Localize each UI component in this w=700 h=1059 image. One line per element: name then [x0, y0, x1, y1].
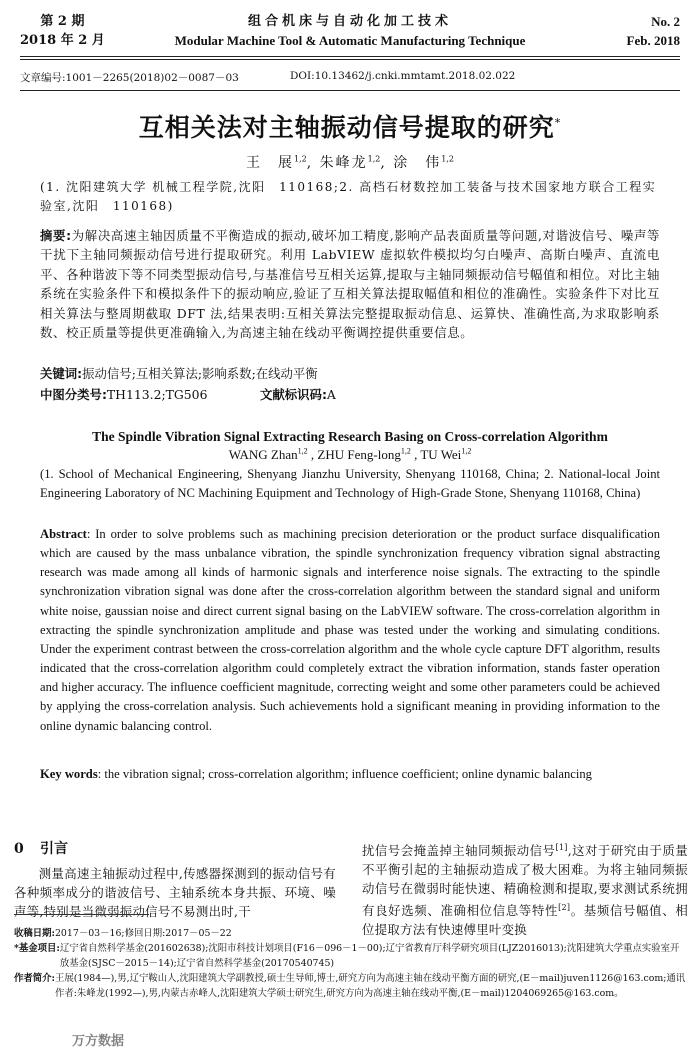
header-issue-cn: [20, 12, 105, 50]
keywords-cn-text: 振动信号;互相关算法;影响系数;在线动平衡: [82, 366, 318, 381]
keywords-cn-label: 关键词:: [40, 366, 83, 381]
abstract-cn: [40, 226, 660, 342]
keywords-en-label: Key words: [40, 767, 98, 781]
body-column-right: [362, 838, 688, 939]
article-number: 文章编号:1001－2265(2018)02－0087－03: [20, 72, 239, 84]
affiliation-en: (1. School of Mechanical Engineering, Shenyang Jianzhu University, Shenyang 110168, China; 2. National-local Joint Engineering Laboratory of NC Machining Equipment and Technology of High-Grade Stone, Shenyang 110168, China): [40, 467, 660, 500]
watermark-logo: 万方数据: [72, 1034, 125, 1049]
doc-code-label: 文献标识码:: [260, 387, 327, 402]
keywords-en: [40, 765, 660, 784]
section-number: 0: [14, 841, 24, 857]
footnote-author-bio: 作者简介: 王展(1984—),男,辽宁鞍山人,沈阳建筑大学副教授,硕士生导师,博士,研究方向为高速主轴在线动平衡方面的研究,(E－mail)juven1126@163.com;通讯作者:朱峰龙(1992—),男,内蒙古赤峰人,沈阳建筑大学硕士研究生,研究方向为高速主轴在线动平衡,(E－mail)1204069265@163.com。: [14, 973, 686, 999]
header-issue-en: [627, 12, 680, 50]
section-title: 引言: [40, 841, 68, 857]
abstract-en: [40, 525, 660, 736]
header-rule: [20, 56, 680, 57]
doc-code-value: A: [326, 387, 336, 402]
date-cn: 2018 年 2 月: [20, 33, 105, 48]
author-cn: 王 展$^{1,2}$,: [245, 154, 314, 171]
header-rule-thin: [20, 59, 680, 60]
keywords-en-text: : the vibration signal; cross-correlation algorithm; influence coefficient; online dynamic balancing: [97, 767, 592, 781]
journal-name-cn: 组合机床与自动化加工技术: [247, 14, 452, 29]
intro-paragraph-right: 扰信号会掩盖掉主轴同频振动信号[1],这对于研究由于质量不平衡引起的主轴振动造成了极大困难。为将主轴同频振动信号在微弱时能快速、精确检测和提取,要求测试系统拥有良好选频、准确相位信息等特性[2]。基频信号幅值、相位提取方法有快速傅里叶变换: [362, 843, 689, 938]
author-en: TU Wei$^{1,2}$: [420, 447, 472, 463]
affiliation-cn: (1. 沈阳建筑大学 机械工程学院,沈阳 110168;2. 高档石材数控加工装备与技术国家地方联合工程实验室,沈阳 110168): [40, 180, 657, 213]
authors-en: [0, 447, 700, 463]
author-en: WANG Zhan$^{1,2}$ ,: [228, 447, 315, 463]
body-column-left: [14, 838, 336, 921]
clc-label: 中图分类号:: [40, 387, 107, 402]
abstract-cn-text: 为解决高速主轴因质量不平衡造成的振动,破坏加工精度,影响产品表面质量等问题,对谐波信号、噪声等干扰下主轴同频振动信号进行提取研究。利用 LabVIEW 虚拟软件模拟均匀白噪声、高斯白噪声、直流电平、各种谐波下等不同类型振动信号,与基准信号互相关运算,提取与主轴同频振动信号幅值和相位。对比主轴系统在实验条件下和模拟条件下的振动响应,验证了互相关算法提取幅值和相位的准确性。实验条件下对比互相关算法与整周期截取 DFT 法,结果表明:互相关算法完整提取振动信息、运算快、准确性高,为求取影响系数、校正质量等提供更准确输入,为高速主轴在线动平衡调控提供重要信息。: [40, 228, 660, 341]
author-cn: 朱峰龙$^{1,2}$,: [319, 154, 387, 171]
meta-rule: [20, 90, 680, 91]
author-cn: 涂 伟$^{1,2}$: [393, 154, 454, 171]
clc-value: TH113.2;TG506: [106, 387, 208, 402]
paper-title-en: The Spindle Vibration Signal Extracting Research Basing on Cross-correlation Algorithm: [92, 429, 608, 444]
footnote-received: 收稿日期: 2017－03－16;修回日期:2017－05－22: [14, 928, 232, 939]
abstract-en-text: : In order to solve problems such as machining precision deterioration or the product surface disqualification which are caused by the mass unbalance vibration, the spindle synchronization frequency vibration signal abstracting research was made among all kinds of harmonic signals and interference noise signals. The extracting to the spindle synchronization vibration signal was done after the cross-correlation algorithm between the standard signal and uniform white noise, gaussian noise and direct current signal basing on the LabVIEW software. The cross-correlation algorithm in extracting the spindle synchronization amplitude and phase was tested under the working and simulating conditions. Under the experiment contrast between the cross-correlation algorithm and the whole cycle capture DFT algorithm, results indicated that the cross-correlation algorithm could completely extract the vibration information, stands faster operation and higher accuracy. The influence coefficient magnitude, correcting weight and some other parameters could be achieved by applying the cross-correlation analysis. Such achievements hold a significant meaning in providing information to the online dynamic balancing control.: [40, 527, 660, 733]
section-heading: [14, 838, 336, 858]
footnote-funding: *基金项目: 辽宁省自然科学基金(201602638);沈阳市科技计划项目(F16－096－1－00);辽宁省教育厅科学研究项目(LJZ2016013);沈阳建筑大学重点实验室开放基金(SJSC－2015－14);辽宁省自然科学基金(20170540745): [14, 943, 680, 969]
paper-title-text: 互相关法对主轴振动信号提取的研究: [138, 113, 555, 142]
paper-title: [0, 108, 700, 144]
keywords-cn: [40, 364, 660, 382]
footnote-rule: [14, 914, 149, 915]
date-en: Feb. 2018: [626, 33, 680, 48]
classification-line: [40, 385, 660, 403]
doi: DOI:10.13462/j.cnki.mmtamt.2018.02.022: [290, 70, 516, 82]
title-footnote-mark: *: [554, 116, 562, 130]
author-en: ZHU Feng-long$^{1,2}$ ,: [317, 447, 418, 463]
citation-ref: [1]: [555, 843, 568, 852]
journal-name-en: Modular Machine Tool & Automatic Manufacturing Technique: [174, 33, 526, 48]
issue-en: No. 2: [651, 14, 680, 29]
document-code: [260, 385, 336, 403]
article-meta: [20, 70, 516, 85]
issue-cn: 第 2 期: [40, 14, 85, 29]
citation-ref: [2]: [558, 903, 571, 913]
abstract-en-label: Abstract: [40, 527, 87, 541]
abstract-cn-label: 摘要:: [40, 228, 72, 243]
journal-name: [160, 12, 540, 50]
intro-paragraph-left: 测量高速主轴振动过程中,传感器探测到的振动信号有各种频率成分的谐波信号、主轴系统本身共振、环境、噪声等,特别是当微弱振动信号不易测出时,干: [14, 866, 336, 919]
authors-cn: [0, 152, 700, 172]
footnotes: [14, 926, 686, 1001]
